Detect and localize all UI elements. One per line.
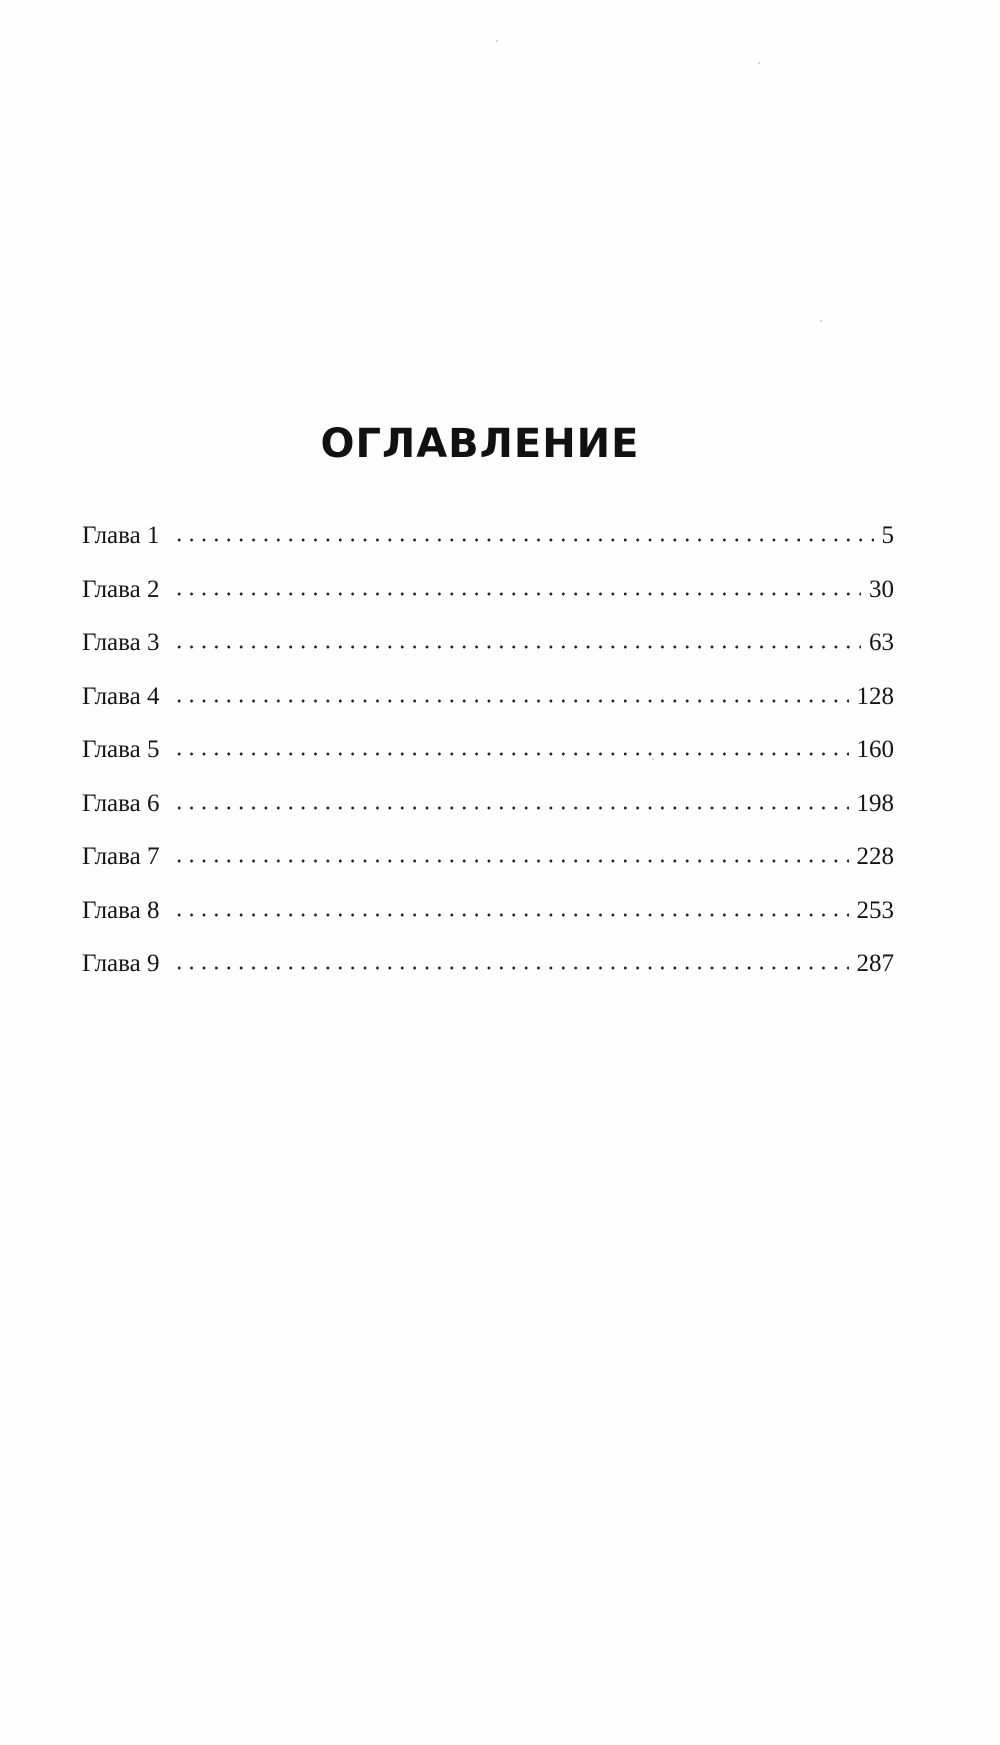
toc-entry[interactable] [82, 576, 894, 630]
toc-entry[interactable] [82, 897, 894, 951]
dot-leader [173, 645, 861, 649]
toc-entry-page-number: 287 [856, 950, 894, 977]
toc-entry[interactable] [82, 629, 894, 683]
toc-entry-page-number: 63 [869, 629, 894, 656]
toc-entry-label: Глава 7 [82, 843, 160, 870]
toc-entry-page-number: 128 [856, 682, 894, 710]
paper-speck [820, 320, 822, 322]
toc-entry-label: Глава 5 [82, 736, 160, 763]
dot-leader [173, 752, 848, 756]
toc-entry[interactable] [82, 950, 894, 1004]
toc-entry[interactable] [82, 522, 894, 576]
toc-entry-page-number: 160 [856, 736, 894, 763]
dot-leader [173, 699, 848, 703]
toc-entry[interactable] [82, 683, 894, 737]
dot-leader [173, 913, 848, 917]
toc-entry-label: Глава 1 [82, 522, 160, 549]
toc-entry[interactable] [82, 736, 894, 790]
toc-entry-label: Глава 8 [82, 896, 160, 924]
dot-leader [173, 966, 848, 970]
dot-leader [173, 538, 873, 542]
toc-entry-page-number: 5 [881, 522, 894, 549]
toc-entry[interactable] [82, 843, 894, 897]
dot-leader [173, 859, 848, 863]
toc-entry-label: Глава 3 [82, 629, 160, 656]
dot-leader [173, 806, 848, 810]
paper-speck [758, 62, 760, 64]
dot-leader [173, 592, 861, 596]
toc-entry-page-number: 253 [856, 896, 894, 924]
table-of-contents [82, 522, 894, 1004]
page-title: ОГЛАВЛЕНИЕ [320, 420, 640, 467]
toc-entry-label: Глава 9 [82, 950, 160, 977]
toc-entry[interactable] [82, 790, 894, 844]
toc-entry-label: Глава 4 [82, 682, 160, 710]
toc-entry-label: Глава 6 [82, 789, 160, 817]
toc-entry-page-number: 198 [856, 789, 894, 817]
paper-speck [496, 40, 498, 42]
toc-entry-page-number: 228 [856, 843, 894, 870]
toc-entry-label: Глава 2 [82, 575, 160, 603]
toc-entry-page-number: 30 [869, 575, 894, 603]
